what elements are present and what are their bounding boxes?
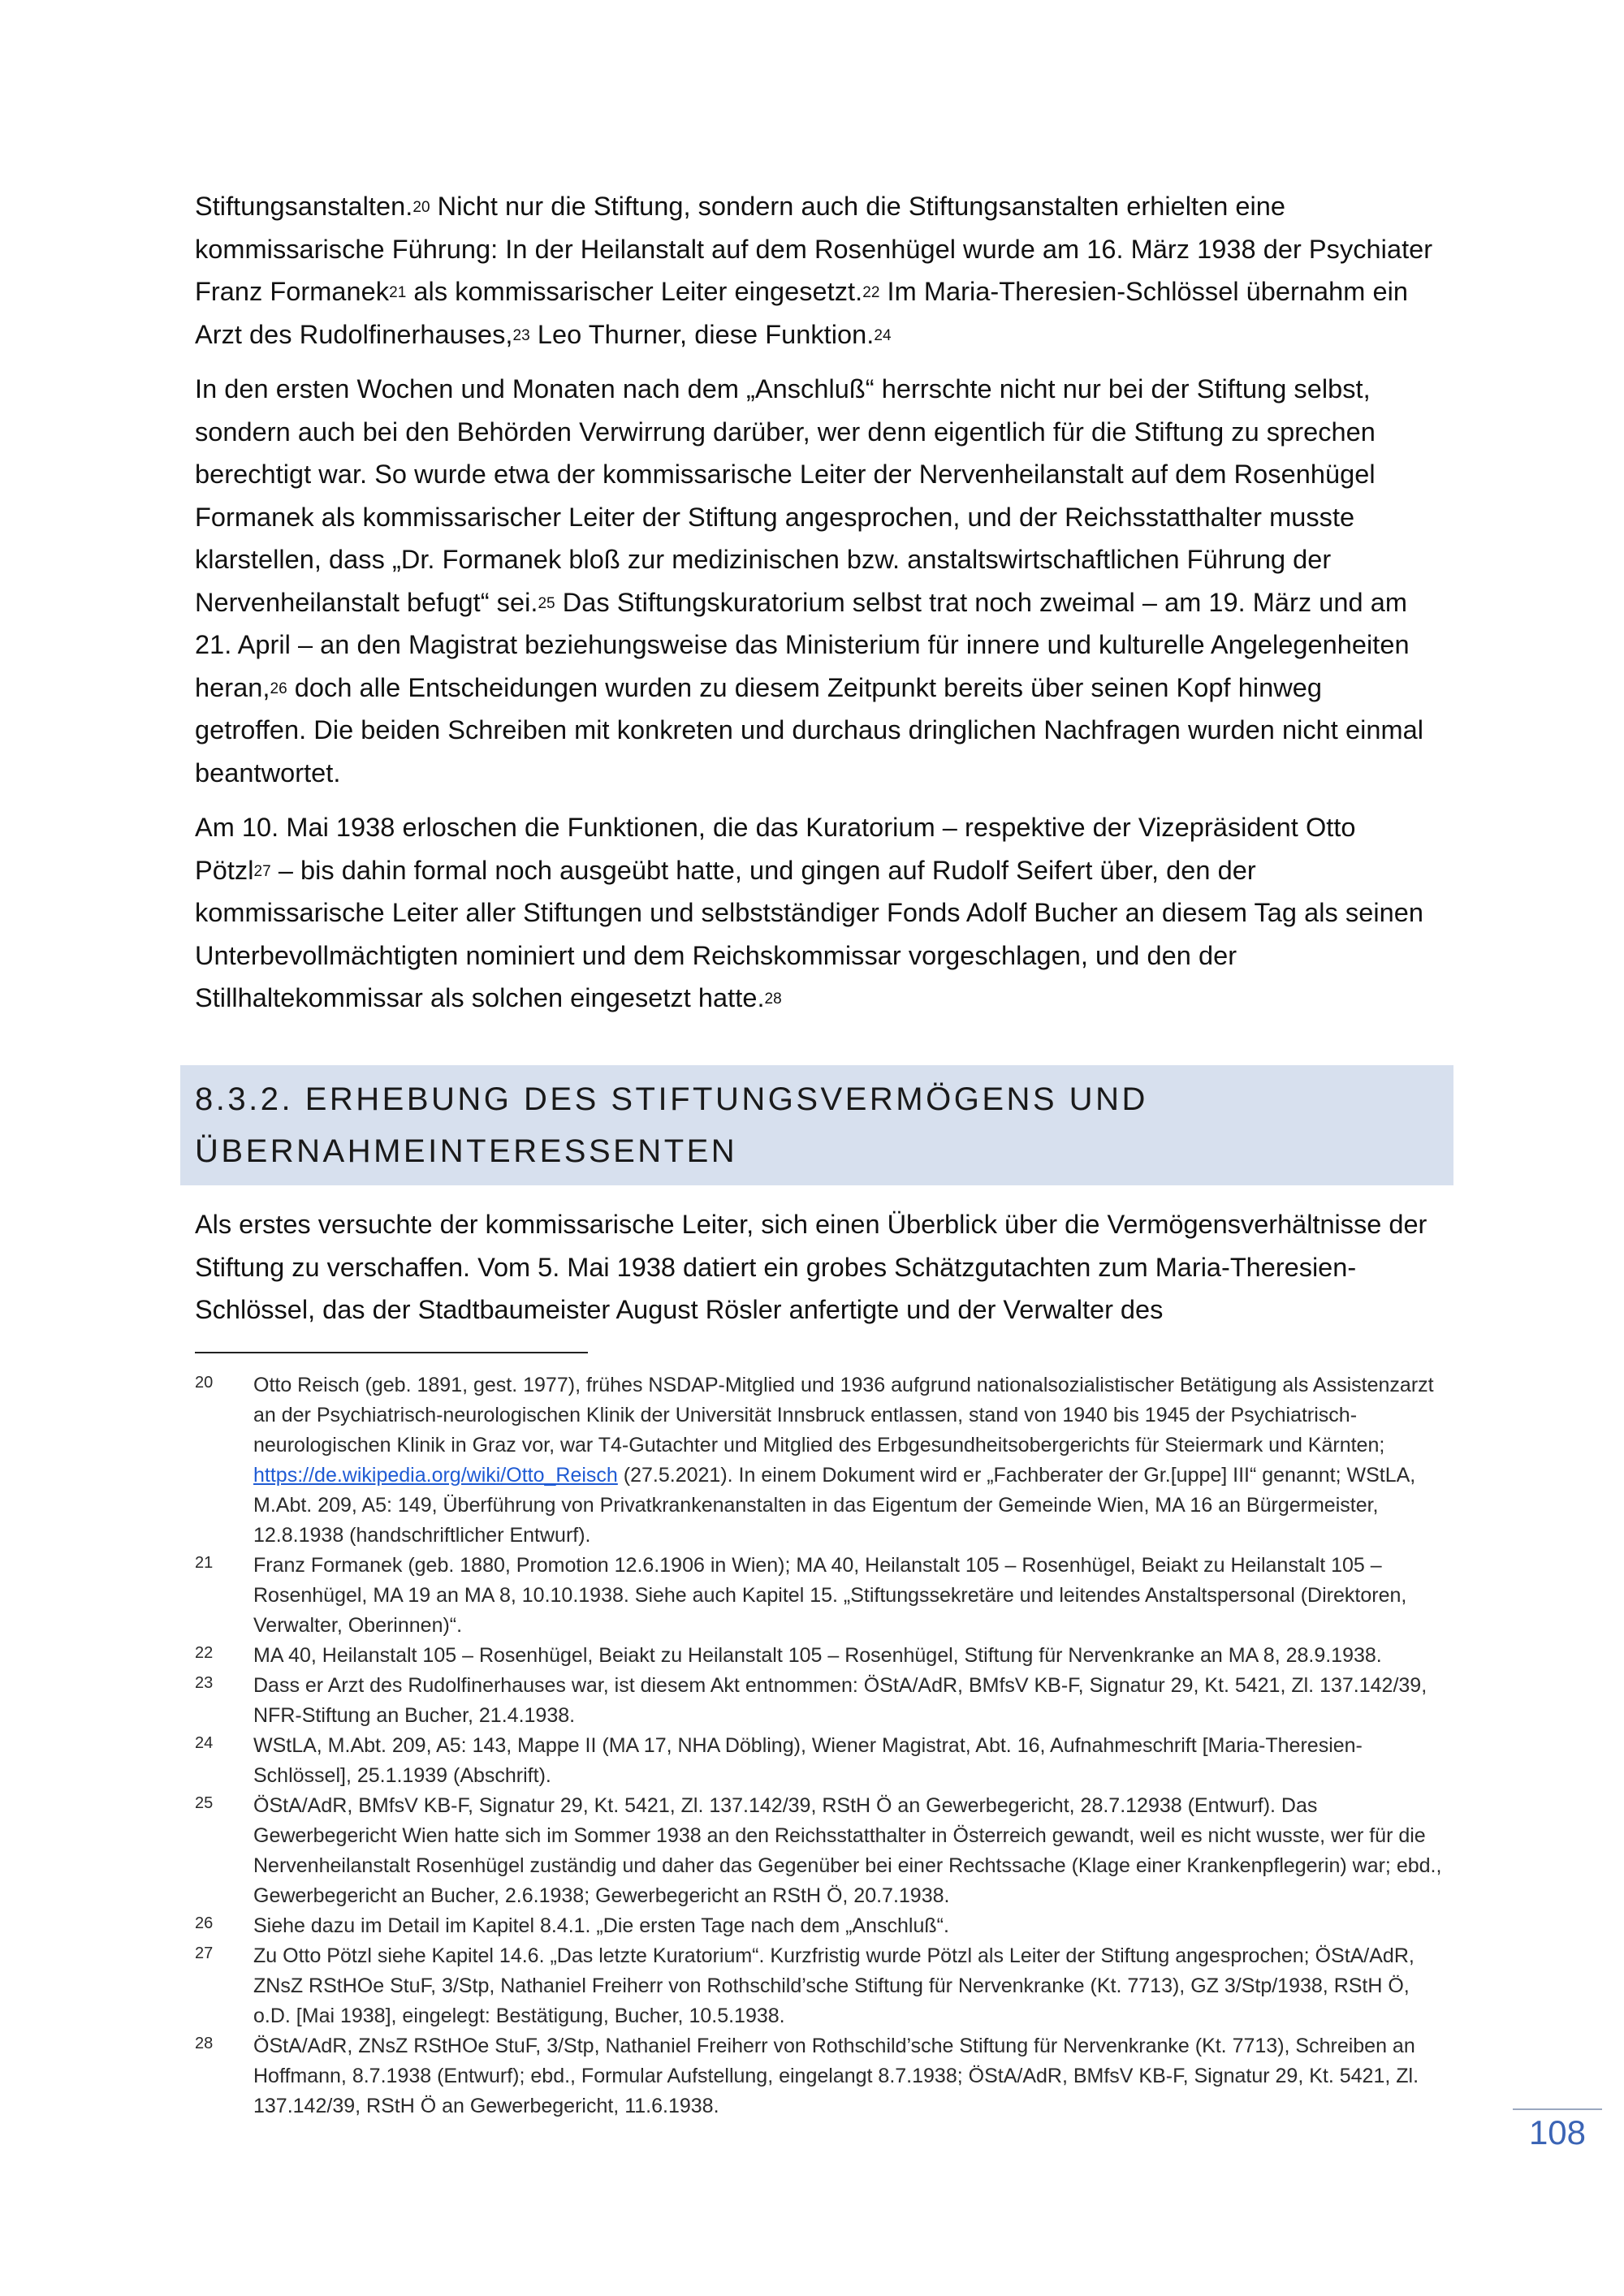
footnote-text: Siehe dazu im Detail im Kapitel 8.4.1. „Die ersten Tage nach dem „Anschluß“.: [253, 1914, 949, 1937]
footnote-text: ÖStA/AdR, ZNsZ RStHOe StuF, 3/Stp, Nathaniel Freiherr von Rothschild’sche Stiftung für Nervenkranke (Kt. 7713), Schreiben an Hoffmann, 8.7.1938 (Entwurf); ebd., Formular Aufstellung, eingelangt 8.7.1938; ÖStA/AdR, BMfsV KB-F, Signatur 29, Kt. 5421, Zl. 137.142/39, RStH Ö an Gewerbegericht, 11.6.1938.: [253, 2035, 1419, 2117]
text-run: Am 10. Mai 1938 erloschen die Funktionen, die das Kuratorium – respektive der Vizepräsident Otto Pötzl: [195, 813, 1356, 885]
footnote-27: [195, 1941, 1445, 2031]
footnote-number: 28: [195, 2035, 214, 2052]
footnote-23: [195, 1671, 1445, 1731]
paragraph-1: [195, 185, 1437, 356]
footnote-number: 26: [195, 1914, 214, 1932]
footnote-text: [253, 1370, 1445, 1551]
text-run: als kommissarischer Leiter eingesetzt.: [406, 277, 863, 306]
section-heading-line-2: ÜBERNAHMEINTERESSENTEN: [195, 1133, 738, 1169]
paragraph-2: [195, 368, 1437, 794]
footnote-text: Zu Otto Pötzl siehe Kapitel 14.6. „Das letzte Kuratorium“. Kurzfristig wurde Pötzl als Leiter der Stiftung angesprochen; ÖStA/AdR, ZNsZ RStHOe StuF, 3/Stp, Nathaniel Freiherr von Rothschild’sche Stiftung für Nervenkranke (Kt. 7713), GZ 3/Stp/1938, RStH Ö, o.D. [Mai 1938], eingelegt: Bestätigung, Bucher, 10.5.1938.: [253, 1944, 1415, 2027]
footnote-ref-28[interactable]: 28: [764, 990, 782, 1008]
footnote-text: WStLA, M.Abt. 209, A5: 143, Mappe II (MA 17, NHA Döbling), Wiener Magistrat, Abt. 16, Aufnahmeschrift [Maria-Theresien-Schlössel], 25.1.1939 (Abschrift).: [253, 1734, 1363, 1787]
paragraph-3: [195, 806, 1437, 1020]
footnote-ref-24[interactable]: 24: [874, 326, 892, 344]
footnote-21: [195, 1551, 1445, 1641]
footnote-22: [195, 1641, 1445, 1671]
paragraph-4: Als erstes versuchte der kommissarische Leiter, sich einen Überblick über die Vermögensverhältnisse der Stiftung zu verschaffen. Vom 5. Mai 1938 datiert ein grobes Schätzgutachten zum Maria-Theresien-Schlössel, das der Stadtbaumeister August Rösler anfertigte und der Verwalter des: [195, 1210, 1427, 1324]
footnote-number: 24: [195, 1734, 214, 1752]
text-run: Leo Thurner, diese Funktion.: [529, 319, 875, 349]
footnote-ref-20[interactable]: 20: [412, 199, 430, 217]
text-run: Otto Reisch (geb. 1891, gest. 1977), frühes NSDAP-Mitglied und 1936 aufgrund nationalsozialistischer Betätigung als Assistenzarzt an der Psychiatrisch-neurologischen Klinik der Universität Innsbruck entlassen, stand von 1940 bis 1945 der Psychiatrisch-neurologischen Klinik in Graz vor, war T4-Gutachter und Mitglied des Erbgesundheitsobergerichts für Steiermark und Kärnten;: [253, 1374, 1434, 1457]
page-number: 108: [1528, 2113, 1587, 2151]
footnote-28: [195, 2031, 1445, 2121]
footnote-ref-25[interactable]: 25: [538, 594, 555, 612]
footnote-ref-26[interactable]: 26: [270, 680, 287, 697]
footnote-25: [195, 1791, 1445, 1911]
footnote-separator: [195, 1352, 588, 1353]
text-run: Das Stiftungskuratorium selbst trat noch zweimal – am 19. März und am 21. April – an den Magistrat beziehungsweise das Ministerium für innere und kulturelle Angelegenheiten heran,: [195, 587, 1410, 702]
body-text: [195, 185, 1437, 1032]
footnote-number: 23: [195, 1674, 214, 1692]
page-number-rule: [1513, 2108, 1602, 2110]
footnote-number: 20: [195, 1374, 214, 1392]
footnote-20: [195, 1370, 1445, 1551]
text-run: Stiftungsanstalten.: [195, 192, 413, 221]
footnote-ref-21[interactable]: 21: [389, 284, 407, 302]
footnote-24: [195, 1731, 1445, 1791]
footnote-text: Dass er Arzt des Rudolfinerhauses war, ist diesem Akt entnommen: ÖStA/AdR, BMfsV KB-F, Signatur 29, Kt. 5421, Zl. 137.142/39, NFR-Stiftung an Bucher, 21.4.1938.: [253, 1674, 1427, 1727]
footnote-ref-22[interactable]: 22: [862, 284, 880, 302]
wikipedia-link[interactable]: https://de.wikipedia.org/wiki/Otto_Reisch: [253, 1464, 618, 1487]
text-run: (27.5.2021). In einem Dokument wird er „Fachberater der Gr.[uppe] III“ genannt; WStLA, M.Abt. 209, A5: 149, Überführung von Privatkrankenanstalten in das Eigentum der Gemeinde Wien, MA 16 an Bürgermeister, 12.8.1938 (handschriftlicher Entwurf).: [253, 1464, 1416, 1547]
footnote-number: 25: [195, 1794, 214, 1812]
footnotes: [195, 1370, 1445, 2121]
footnote-ref-27[interactable]: 27: [253, 862, 271, 880]
footnote-text: ÖStA/AdR, BMfsV KB-F, Signatur 29, Kt. 5421, Zl. 137.142/39, RStH Ö an Gewerbegericht, 28.7.12938 (Entwurf). Das Gewerbegericht Wien hatte sich im Sommer 1938 an den Reichsstatthalter in Österreich gewandt, weil es nicht wusste, wer für die Nervenheilanstalt Rosenhügel zuständig und daher das Gegenüber bei einer Rechtssache (Klage einer Krankenpflegerin) war; ebd., Gewerbegericht an Bucher, 2.6.1938; Gewerbegericht an RStH Ö, 20.7.1938.: [253, 1794, 1442, 1907]
text-run: In den ersten Wochen und Monaten nach dem „Anschluß“ herrschte nicht nur bei der Stiftung selbst, sondern auch bei den Behörden Verwirrung darüber, wer denn eigentlich für die Stiftung zu sprechen berechtigt war. So wurde etwa der kommissarische Leiter der Nervenheilanstalt auf dem Rosenhügel Formanek als kommissarischer Leiter der Stiftung angesprochen, und der Reichsstatthalter musste klarstellen, dass „Dr. Formanek bloß zur medizinischen bzw. anstaltswirtschaftlichen Führung der Nervenheilanstalt befugt“ sei.: [195, 374, 1376, 617]
body-text-continued: [195, 1203, 1437, 1331]
footnote-number: 27: [195, 1944, 214, 1962]
section-heading: [195, 1073, 1437, 1177]
footnote-number: 22: [195, 1644, 214, 1662]
footnote-text: MA 40, Heilanstalt 105 – Rosenhügel, Beiakt zu Heilanstalt 105 – Rosenhügel, Stiftung für Nervenkranke an MA 8, 28.9.1938.: [253, 1644, 1382, 1667]
footnote-text: Franz Formanek (geb. 1880, Promotion 12.6.1906 in Wien); MA 40, Heilanstalt 105 – Rosenhügel, Beiakt zu Heilanstalt 105 – Rosenhügel, MA 19 an MA 8, 10.10.1938. Siehe auch Kapitel 15. „Stiftungssekretäre und leitendes Anstaltspersonal (Direktoren, Verwalter, Oberinnen)“.: [253, 1554, 1407, 1637]
section-heading-line-1: 8.3.2. ERHEBUNG DES STIFTUNGSVERMÖGENS UND: [195, 1081, 1148, 1117]
footnote-ref-23[interactable]: 23: [512, 326, 530, 344]
text-run: – bis dahin formal noch ausgeübt hatte, und gingen auf Rudolf Seifert über, den der kommissarische Leiter aller Stiftungen und selbstständiger Fonds Adolf Bucher an diesem Tag als seinen Unterbevollmächtigten nominiert und dem Reichskommissar vorgeschlagen, und den der Stillhaltekommissar als solchen eingesetzt hatte.: [195, 855, 1423, 1012]
text-run: doch alle Entscheidungen wurden zu diesem Zeitpunkt bereits über seinen Kopf hinweg getroffen. Die beiden Schreiben mit konkreten und durchaus dringlichen Nachfragen wurden nicht einmal beantwortet.: [195, 672, 1423, 788]
text-run: Im Maria-Theresien-Schlössel übernahm ein Arzt des Rudolfinerhauses,: [195, 277, 1409, 349]
text-run: Nicht nur die Stiftung, sondern auch die Stiftungsanstalten erhielten eine kommissarische Führung: In der Heilanstalt auf dem Rosenhügel wurde am 16. März 1938 der Psychiater Franz Formanek: [195, 192, 1433, 306]
footnote-number: 21: [195, 1554, 214, 1572]
footnote-26: [195, 1911, 1445, 1941]
